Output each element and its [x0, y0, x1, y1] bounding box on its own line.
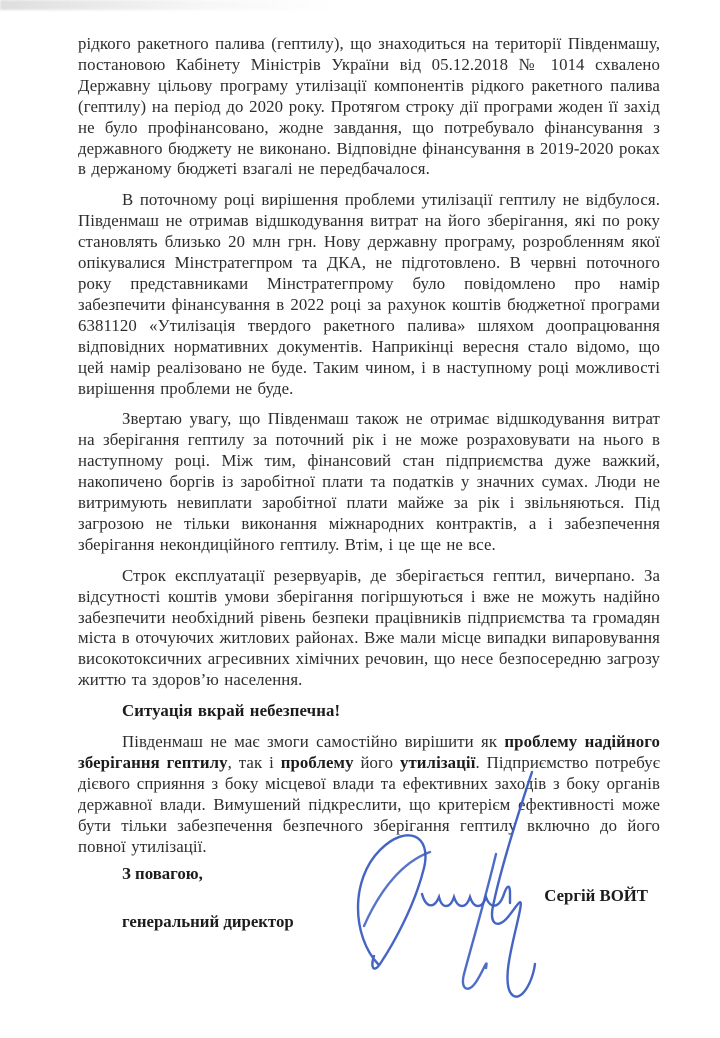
signer-name: Сергій ВОЙТ	[544, 886, 648, 905]
closing-salutation-title	[122, 862, 294, 934]
final-run-6-bold: утилізації	[399, 753, 476, 772]
scan-artifact	[0, 0, 340, 10]
final-run-7: . Підприємство потребує дієвого сприяння з боку місцевої влади та ефективних заходів з боку органів державної влади. Вимушений підкреслити, що критерієм ефективності може бути тільки забезпечення безпечного зберігання гептилу включно до його повної утилізації.	[78, 753, 661, 856]
paragraph-finances: Звертаю увагу, що Південмаш також не отримає відшкодування витрат на зберігання гептилу за поточний рік і не може розраховувати на нього в наступному році. Між тим, фінансовий стан підприємства дуже важкий, накопичено боргів із заробітної плати та податків у значних сумах. Люди не витримують невиплати заробітної плати майже за рік і звільняються. Під загрозою не тільки виконання міжнародних контрактів, а і забезпечення зберігання некондиційного гептилу. Втім, і це ще не все.	[78, 409, 660, 554]
closing-block	[78, 862, 660, 934]
final-run-3: , так і	[227, 753, 281, 772]
final-run-5: його	[353, 753, 400, 772]
alert-line: Ситуація вкрай небезпечна!	[122, 701, 341, 721]
closing-title: генеральний директор	[122, 912, 294, 931]
final-run-1: Південмаш не має змоги самостійно вирішити як	[122, 732, 505, 752]
paragraph-final	[78, 732, 660, 857]
paragraph-reservoirs: Строк експлуатації резервуарів, де зберігається гептил, вичерпано. За відсутності коштів умови зберігання погіршуються і вже не можуть надійно забезпечити необхідний рівень безпеки працівників підприємства та громадян міста в оточуючих житлових районах. Вже мали місце випадки випаровування високотоксичних агресивних хімічних речовин, що несе безпосередню загрозу життю та здоров’ю населення.	[78, 565, 660, 690]
final-run-2-bold: проблему надійного зберігання гептилу	[78, 732, 660, 772]
final-run-4-bold: проблему	[280, 753, 354, 772]
letter-body	[78, 34, 660, 868]
paragraph-current-year: В поточному році вирішення проблеми утилізації гептилу не відбулося. Південмаш не отримав відшкодування витрат на його зберігання, які по року становлять близько 20 млн грн. Нову державну програму, розробленням якої опікувалися Мінстратегпром та ДКА, не підготовлено. В червні поточного року представниками Мінстратегпрому було повідомлено про намір забезпечити фінансування в 2022 році за рахунок коштів бюджетної програми 6381120 «Утилізація твердого ракетного палива» шляхом доопрацювання відповідних нормативних документів. Наприкінці вересня стало відомо, що цей намір реалізовано не буде. Таким чином, і в наступному році можливості вирішення проблеми не буде.	[78, 190, 660, 398]
closing-salutation: З повагою,	[122, 864, 203, 883]
paragraph-continuation: рідкого ракетного палива (гептилу), що знаходиться на території Південмашу, постановою Кабінету Міністрів України від 05.12.2018 № 1014 схвалено Державну цільову програму утилізації компонентів рідкого ракетного палива (гептилу) на період до 2020 року. Протягом строку дії програми жоден її захід не було профінансовано, жодне завдання, що потребувало фінансування з державного бюджету не виконано. Відповідне фінансування в 2019-2020 роках в держаному бюджеті взагалі не передбачалося.	[78, 34, 660, 179]
